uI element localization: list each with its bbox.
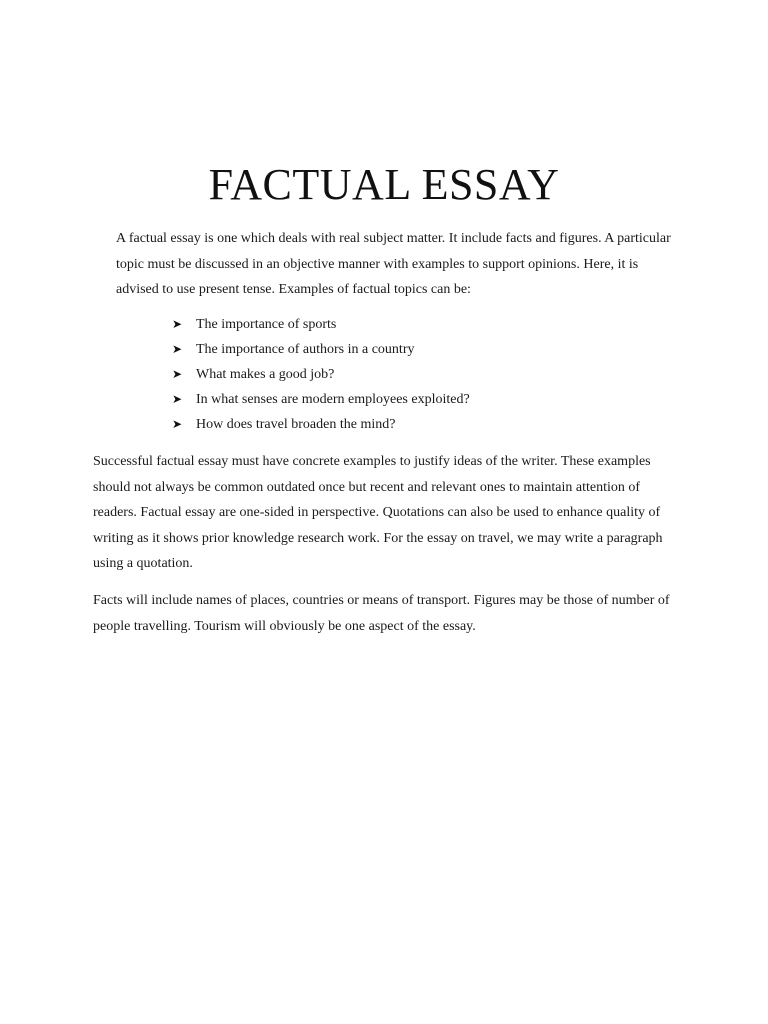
body-paragraph-examples: Successful factual essay must have concrete examples to justify ideas of the writer. These examples should not always be common outdated once but recent and relevant ones to maintain attention of readers. Factual essay are one-sided in perspective. Quotations can also be used to enhance quality of writing as it shows prior knowledge research work. For the essay on travel, we may write a paragraph using a quotation. (93, 454, 663, 571)
topic-list (172, 312, 672, 437)
body-paragraph-facts: Facts will include names of places, countries or means of transport. Figures may be those of number of people travelling. Tourism will obviously be one aspect of the essay. (93, 593, 670, 634)
list-item-text: What makes a good job? (196, 367, 335, 382)
page-title: FACTUAL ESSAY (208, 160, 560, 209)
list-item-text: In what senses are modern employees exploited? (196, 392, 470, 407)
list-item (172, 337, 672, 362)
list-item-text: The importance of authors in a country (196, 342, 415, 357)
intro-paragraph: A factual essay is one which deals with real subject matter. It include facts and figures. A particular topic must be discussed in an objective manner with examples to support opinions. Here, it is advised to use present tense. Examples of factual topics can be: (116, 231, 671, 297)
arrowhead-bullet-icon: ➤ (172, 342, 183, 356)
arrowhead-bullet-icon: ➤ (172, 392, 183, 406)
arrowhead-bullet-icon: ➤ (172, 367, 183, 381)
list-item (172, 362, 672, 387)
list-item-text: How does travel broaden the mind? (196, 417, 396, 432)
list-item (172, 412, 672, 437)
arrowhead-bullet-icon: ➤ (172, 317, 183, 331)
list-item (172, 312, 672, 337)
arrowhead-bullet-icon: ➤ (172, 417, 183, 431)
list-item-text: The importance of sports (196, 317, 337, 332)
list-item (172, 387, 672, 412)
